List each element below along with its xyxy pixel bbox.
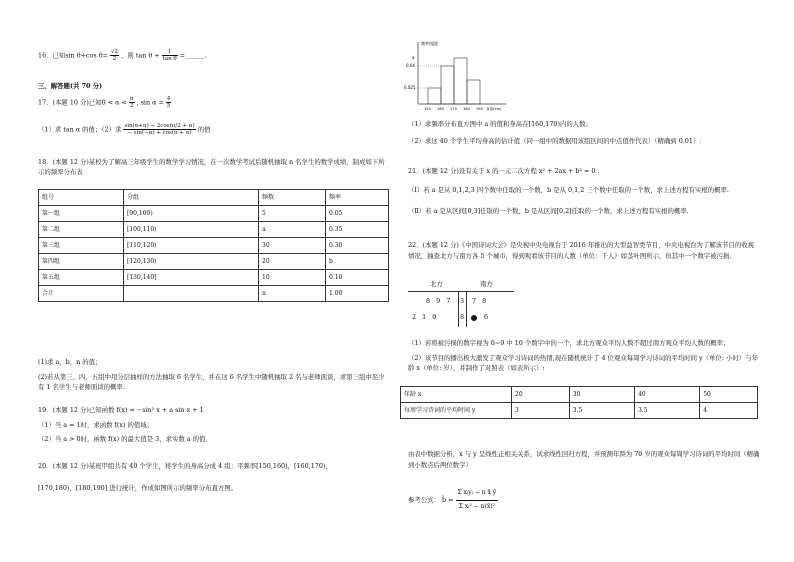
frequency-table [38,189,389,302]
table-cell: 0.05 [326,206,389,222]
table-cell: a [259,222,326,238]
q17-mid: , sin α = [136,98,164,107]
stem-row2-leaves-south: 6 [484,313,489,321]
table-cell: 10 [259,270,326,286]
table-cell: 4 [700,403,758,419]
question-18: 18．(本题 12 分)某校为了解高三年级学生的数学学习情况，在一次数学考试后随机抽取 n 名学生的数学成绩，制成如下所示的频率分布表 [38,158,385,176]
q17-frac2-num: 4 [166,96,171,102]
q16-mid: ，则 tan θ + [121,51,160,60]
q17-expression [123,123,195,136]
histogram-figure [402,36,512,112]
stem-divider-horizontal [408,291,514,292]
table-header-cell: 频率 [326,190,389,206]
stem-row2-leaves-north: 2 1 0 [412,313,437,321]
question-20-part1: （1）求频率分布直方图中 a 的值和身高在[160,170)内的人数； [408,120,592,128]
q17-sub-end: 的值 [197,125,211,134]
table-header-cell: 分组 [124,190,259,206]
x-tick-label: 150 [424,107,431,111]
stem-row1-leaves-south: 7 8 [472,297,487,305]
table-cell: [110,120) [124,238,259,254]
histogram-bar [454,58,467,104]
table-header-cell: 频数 [259,190,326,206]
q17-expr-num: sin(α+π) − 2cos(π/2 + α) [124,123,195,129]
question-21-part1: （Ⅰ）若 a 是从 0,1,2,3 四个数中任取的一个数，b 是从 0,1,2 三个数中任取的一个数，求上述方程有实根的概率. [408,186,729,194]
question-20-line2: [170,180)，[180,190] 进行统计，作成如图所示的频率分布直方图。 [38,484,238,492]
table-row [39,254,389,270]
y-tick-label: a [412,55,415,60]
formula-lhs: b̂ = [442,495,454,504]
table-cell: 50 [700,387,758,403]
table-cell: 合计 [39,286,124,302]
table-cell: 第三组 [39,238,124,254]
question-19-part1: （1）当 a = 1时，求函数 f(x) 的值域； [38,421,154,429]
x-tick-label: 160 [437,107,444,111]
histogram-bar [467,80,480,104]
reference-formula [408,487,498,513]
formula-denominator: Σ xᵢ² − n(x̄)² [458,502,496,510]
x-tick-label: 170 [450,107,457,111]
q16-frac-num: √2 [110,49,118,55]
question-20: 20．(本题 12 分)某班甲组共有 40 个学生，将学生的身高分成 4 组：平频率[150,160)，[160,170)， [38,462,332,470]
q16-frac2-den: tan θ [162,56,177,63]
q17-fraction-2 [166,96,172,109]
stem-header-south: 南方 [480,280,493,288]
table-row [39,270,389,286]
table-cell: 第一组 [39,206,124,222]
formula-label: 参考公式： [408,495,440,504]
q16-frac-den: 2 [112,56,117,63]
stem-leaf-plot [408,278,518,328]
question-17-subparts [38,123,210,136]
y-axis-label: 频率/组距 [421,41,439,46]
question-19: 19．(本题 12 分)已知函数 f(x) = −sin² x + a sin x + 1 [38,406,204,414]
y-tick-label: 0.04 [406,63,415,68]
histogram-bar [441,66,454,104]
stem-divider-left [458,291,459,327]
table-cell [124,286,259,302]
question-22: 22．(本题 12 分)《中国诗词大会》是央视中央电视台于 2016 年推出的大型益智类节目，中央电视台为了解该节目的收视情况，抽查北方与南方各 5 个城市，得到观看该节目的人数（单位：千人）如茎叶图所示，但其中一个数字被污损. [408,241,754,260]
table-row [39,222,389,238]
q16-frac2-num: 1 [162,49,178,56]
table-cell: 5 [259,206,326,222]
q16-suffix: =______. [179,51,207,60]
stem-row2-stem: 8 [460,313,465,321]
question-18-part2: (2)若从第三、四、五组中用分层抽样的方法抽取 6 名学生，并在这 6 名学生中随机抽取 2 名与老师面谈，求第三组中至少有 1 名学生与老师面谈的概率. [38,373,385,391]
q17-sub: （1）求 tan α 的值；（2）求 [38,125,122,134]
table-cell: 1.00 [326,286,389,302]
q17-expr-den: − sin(−α) + cos(π + α) [127,130,192,137]
table-cell: 第二组 [39,222,124,238]
table-cell: n [259,286,326,302]
table-cell: 每周学习诗词的平均时间 y [401,403,512,419]
table-cell: 3.5 [569,403,634,419]
table-row [39,238,389,254]
question-21-part2: （Ⅱ）若 a 是从区间[0,3]任取的一个数，b 是从区间[0,2]任取的一个数，求上述方程有实根的概率. [408,207,689,215]
age-time-table [400,386,758,419]
question-19-part2: （2）当 a > 0时，函数 f(x) 的最大值是 3，求实数 a 的值． [38,435,212,443]
x-tick-label: 180 [463,107,470,111]
q17-fraction [129,96,135,109]
table-cell: 第五组 [39,270,124,286]
formula-fraction [456,487,499,513]
table-cell: 0.30 [326,238,389,254]
x-axis-label: 身高(cm) [486,107,502,111]
table-cell: b [326,254,389,270]
q17-text: 17．(本题 10 分)已知0 < α < [38,98,127,107]
table-row [39,286,389,302]
table-cell: 20 [259,254,326,270]
section-3-heading: 三、解答题(共 70 分) [38,82,103,90]
question-16 [38,49,206,62]
table-header-cell: 组号 [39,190,124,206]
question-17 [38,96,171,109]
table-cell: 0.35 [326,222,389,238]
table-row [401,387,758,403]
stem-row1-stem: 3 [460,297,465,305]
q17-frac-num: π [129,96,134,102]
table-cell: 40 [634,387,699,403]
table-row [39,206,389,222]
q16-fraction-2 [162,49,178,62]
question-18-part1: (1)求 a，b，n 的值； [38,358,102,366]
x-tick-label: 190 [476,107,483,111]
table-cell: 3.5 [634,403,699,419]
table-cell: 30 [259,238,326,254]
table-cell: 3 [512,403,570,419]
table-cell: 年龄 x [401,387,512,403]
table-cell: 20 [512,387,570,403]
y-tick-label: 0.025 [404,85,416,90]
table-cell: [90,100) [124,206,259,222]
table-cell: 0.10 [326,270,389,286]
smudged-digit-dot [471,315,477,321]
table-cell: [100,110) [124,222,259,238]
q16-fraction [110,49,119,62]
question-22-part1: （1）若将被污损的数字视为 0~9 中 10 个数字中的一个，求北方观众平均人数不超过南方观众平均人数的概率； [408,339,730,347]
table-cell: 第四组 [39,254,124,270]
question-21: 21．(本题 12 分)设有关于 x 的一元二次方程 x² + 2ax + b² = 0 . [408,167,600,175]
question-22-part2: （2）该节目的播出极大激发了观众学习诗词的热情,现在随机统计了 4 位观众每周学习诗词的平均时间 y（单位: 小时）与年龄 x（单位: 岁），并制作了对照表（如表所示）: [408,354,758,372]
q17-frac2-den: 5 [166,103,171,110]
table-cell: [130,140] [124,270,259,286]
histogram-bar [428,88,441,104]
q16-prefix: 16．已知sin θ+cos θ= [38,51,108,60]
stem-header-north: 北方 [430,280,443,288]
stem-divider-right [466,291,467,327]
table-cell: [120,130) [124,254,259,270]
table-cell: 30 [569,387,634,403]
table-header-row [39,190,389,206]
question-20-part2: （2）求这 40 个学生平均身高的估计值（同一组中的数据用该组区间的中点值作代表）（精确到 0.01）. [408,137,702,145]
table-row [401,403,758,419]
question-22-part3: 由表中数据分析，x 与 y 呈线性正相关关系，试求线性回归方程，并预测年龄为 70 岁的观众每周学习诗词的平均时间（精确到小数点后两位数字） [408,450,760,469]
q17-frac-den: 2 [129,103,134,110]
stem-row1-leaves-north: 8 9 7 [426,297,451,305]
formula-numerator: Σ xᵢyᵢ − n x̄ ȳ [456,487,499,501]
